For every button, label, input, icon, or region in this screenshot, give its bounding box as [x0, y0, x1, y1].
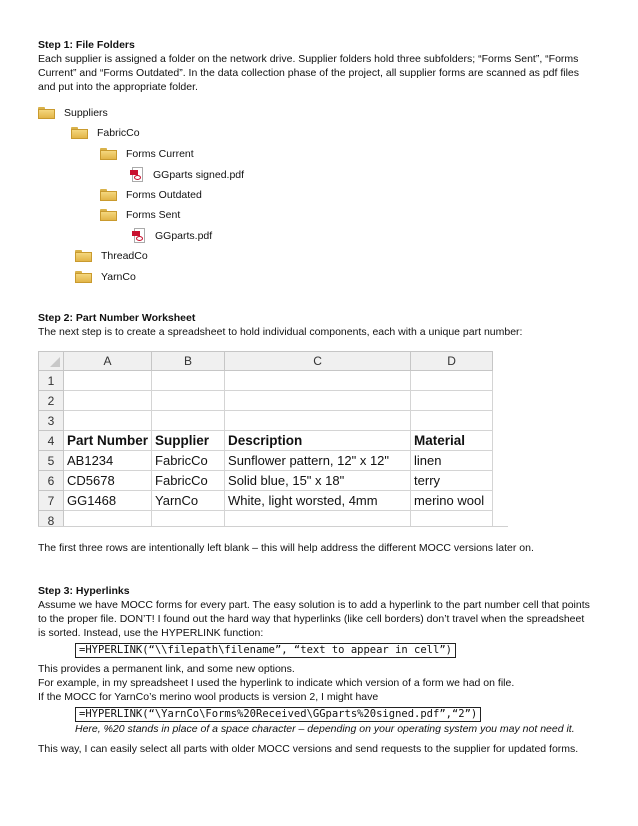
step2-after [38, 541, 608, 555]
cell[interactable]: CD5678 [64, 471, 152, 491]
tree-node-label: Suppliers [64, 107, 108, 119]
cell[interactable] [152, 511, 225, 528]
tree-node-forms-sent[interactable] [100, 205, 180, 225]
row-header[interactable]: 3 [39, 411, 64, 431]
table-row [39, 391, 493, 411]
cell[interactable]: Material [411, 431, 493, 451]
hyperlink-syntax-code: =HYPERLINK(“\\filepath\filename”, “text to appear in cell”) [75, 643, 456, 658]
step3-note: Here, %20 stands in place of a space character – depending on your operating system you may not need it. [75, 723, 575, 735]
step3-section [38, 584, 608, 756]
step1-line-3: and put into the appropriate folder. [38, 81, 198, 93]
tree-node-fabricco[interactable] [71, 123, 140, 143]
row-header[interactable]: 2 [39, 391, 64, 411]
cell[interactable]: FabricCo [152, 471, 225, 491]
cell[interactable] [411, 411, 493, 431]
step3-mid-line-2: For example, in my spreadsheet I used the hyperlink to indicate which version of a form we had on file. [38, 677, 515, 689]
pdf-file-icon [130, 167, 144, 183]
cell[interactable] [225, 371, 411, 391]
cell[interactable] [64, 511, 152, 528]
folder-icon [100, 189, 117, 201]
row-header[interactable]: 5 [39, 451, 64, 471]
table-row [39, 411, 493, 431]
column-header[interactable]: D [411, 352, 493, 371]
step3-line-1: Assume we have MOCC forms for every part. The easy solution is to add a hyperlink to the part number cell that points [38, 599, 590, 611]
step1-heading: Step 1: File Folders [38, 39, 135, 51]
cell[interactable] [152, 391, 225, 411]
column-header[interactable]: A [64, 352, 152, 371]
tree-node-ggparts-signed-pdf[interactable] [130, 165, 244, 185]
tree-node-label: FabricCo [97, 127, 140, 139]
spreadsheet [38, 351, 508, 527]
cell[interactable]: Part Number [64, 431, 152, 451]
step3-mid-line-3: If the MOCC for YarnCo’s merino wool products is version 2, I might have [38, 691, 379, 703]
cell[interactable]: linen [411, 451, 493, 471]
cell[interactable]: merino wool [411, 491, 493, 511]
column-header[interactable]: C [225, 352, 411, 371]
table-row [39, 491, 493, 511]
tree-node-label: ThreadCo [101, 250, 148, 262]
tree-node-threadco[interactable] [75, 246, 148, 266]
pdf-file-icon [132, 228, 146, 244]
table-row [39, 371, 493, 391]
tree-node-label: GGparts.pdf [155, 230, 213, 242]
cell[interactable]: FabricCo [152, 451, 225, 471]
table-row [39, 511, 493, 528]
folder-icon [75, 271, 92, 283]
step1-section [38, 38, 608, 94]
folder-icon [71, 127, 88, 139]
select-all-corner[interactable] [39, 352, 64, 371]
cell[interactable]: Sunflower pattern, 12" x 12" [225, 451, 411, 471]
table-row [39, 431, 493, 451]
cell[interactable] [225, 411, 411, 431]
table-row [39, 471, 493, 491]
step3-heading: Step 3: Hyperlinks [38, 585, 130, 597]
cell[interactable]: Solid blue, 15" x 18" [225, 471, 411, 491]
cell[interactable] [64, 391, 152, 411]
cell[interactable] [64, 411, 152, 431]
cell[interactable]: YarnCo [152, 491, 225, 511]
cell[interactable]: Description [225, 431, 411, 451]
cell[interactable]: White, light worsted, 4mm [225, 491, 411, 511]
cell[interactable] [152, 371, 225, 391]
folder-icon [100, 209, 117, 221]
step2-heading: Step 2: Part Number Worksheet [38, 312, 196, 324]
cell[interactable]: terry [411, 471, 493, 491]
table-row [39, 451, 493, 471]
step1-line-1: Each supplier is assigned a folder on the network drive. Supplier folders hold three subfolders; “Forms Sent”, “Forms [38, 53, 579, 65]
cell[interactable]: AB1234 [64, 451, 152, 471]
tree-node-forms-current[interactable] [100, 144, 194, 164]
tree-node-label: YarnCo [101, 271, 136, 283]
step3-line-3: is sorted. Instead, use the HYPERLINK function: [38, 627, 264, 639]
step2-after-text: The first three rows are intentionally left blank – this will help address the different MOCC versions later on. [38, 542, 534, 554]
cell[interactable]: GG1468 [64, 491, 152, 511]
step1-line-2: Current” and “Forms Outdated”. In the data collection phase of the project, all supplier forms are scanned as pdf files [38, 67, 580, 79]
folder-icon [100, 148, 117, 160]
row-header[interactable]: 8 [39, 511, 64, 528]
tree-node-label: GGparts signed.pdf [153, 169, 245, 181]
row-header[interactable]: 1 [39, 371, 64, 391]
folder-icon [75, 250, 92, 262]
tree-node-suppliers[interactable] [38, 103, 108, 123]
step2-section [38, 311, 608, 339]
step2-line: The next step is to create a spreadsheet to hold individual components, each with a unique part number: [38, 326, 523, 338]
step3-final: This way, I can easily select all parts with older MOCC versions and send requests to the supplier for updated forms. [38, 743, 579, 755]
cell[interactable] [411, 371, 493, 391]
tree-node-ggparts-pdf[interactable] [132, 226, 212, 246]
tree-node-yarnco[interactable] [75, 267, 136, 287]
tree-node-label: Forms Current [126, 148, 194, 160]
cell[interactable] [225, 511, 411, 528]
folder-icon [38, 107, 55, 119]
cell[interactable] [411, 511, 493, 528]
tree-node-label: Forms Sent [126, 209, 181, 221]
row-header[interactable]: 7 [39, 491, 64, 511]
cell[interactable] [64, 371, 152, 391]
row-header[interactable]: 4 [39, 431, 64, 451]
cell[interactable]: Supplier [152, 431, 225, 451]
tree-node-label: Forms Outdated [126, 189, 202, 201]
tree-node-forms-outdated[interactable] [100, 185, 202, 205]
cell[interactable] [225, 391, 411, 411]
row-header[interactable]: 6 [39, 471, 64, 491]
step3-mid-line-1: This provides a permanent link, and some new options. [38, 663, 295, 675]
step3-line-2: to the proper file. DON’T! I found out the hard way that hyperlinks (like cell borders) don’t travel when the spreadsheet [38, 613, 585, 625]
hyperlink-example-code: =HYPERLINK(“\YarnCo\Forms%20Received\GGparts%20signed.pdf”,“2”) [75, 707, 481, 722]
column-header[interactable]: B [152, 352, 225, 371]
cell[interactable] [152, 411, 225, 431]
cell[interactable] [411, 391, 493, 411]
